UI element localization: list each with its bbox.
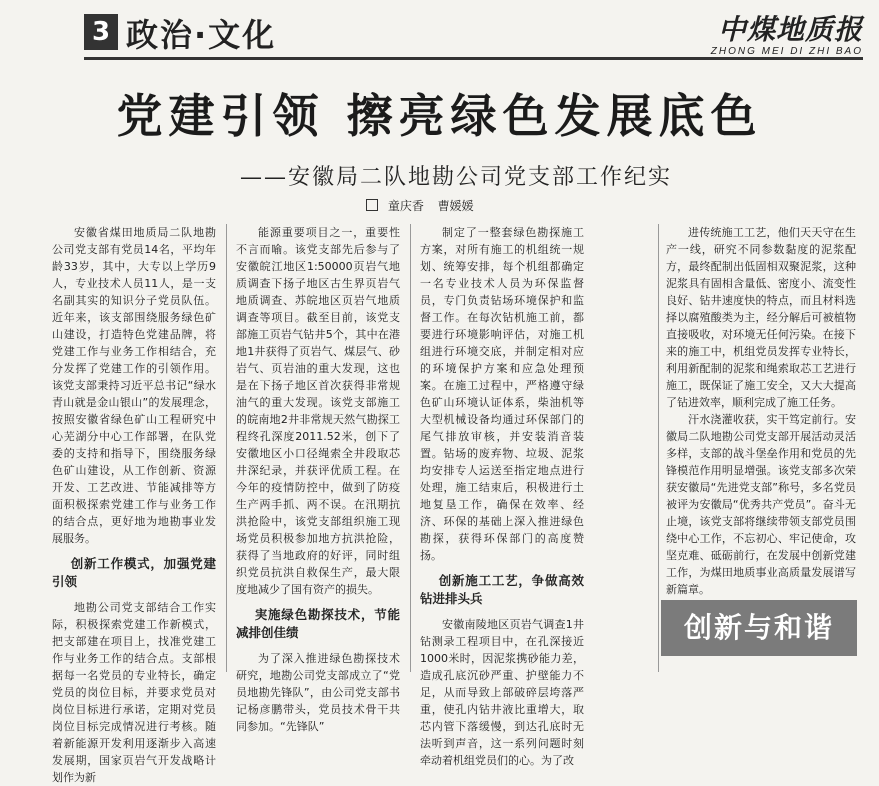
paragraph: 制定了一整套绿色勘探施工方案，对所有施工的机组统一规划、统筹安排，每个机组都确定一名专业技术人员为环保监督员，专门负责钻场环境保护和监督工作。在每次钻机施工前，都要进行环境影响评估，对施工机组进行环境交底，并制定相对应的环境保护方案和应急处理预案。在施工过程中，严格遵守绿色矿山环境认证体系，柴油机等大型机械设备均通过环保部门的尾气排放审核，并安装消音装置。钻场的废弃物、垃圾、泥浆均安排专人运送至指定地点进行处理，施工结束后，积极进行土地复垦工作，确保在效率、经济、环保的基础上深入推进绿色勘探，获得环保部门的高度赞扬。 (420, 226, 584, 562)
article-column-1 (52, 224, 216, 786)
byline-box-icon (366, 199, 378, 211)
column-divider (226, 224, 227, 672)
author-2: 曹媛媛 (437, 199, 474, 213)
author-1: 童庆香 (387, 199, 424, 213)
paragraph: 安徽南陵地区页岩气调查1井钻测录工程项目中，在孔深接近1000米时，因泥浆携砂能力差，造成孔底沉砂严重、护壁能力不足，从而导致上部破碎层垮落严重，使孔内钻井液比重增大，取芯内管下落缓慢，到达孔底时无法听到声音，这一系列问题时刻牵动着机组党员们的心。为了改 (420, 618, 584, 767)
headline: 党建引领 擦亮绿色发展底色 (116, 89, 763, 143)
paragraph: 汗水浇灌收获，实干笃定前行。安徽局二队地勘公司党支部开展活动灵活多样，支部的战斗堡垒作用和党员的先锋模范作用明显增强。该党支部多次荣获安徽局“先进党支部”称号，多名党员被评为安徽局“优秀共产党员”。奋斗无止境，该党支部将继续带领支部党员围绕中心工作，不忘初心、牢记使命，攻坚克难、砥砺前行，在发展中创新党建工作，为煤田地质事业高质量发展谱写新篇章。 (666, 413, 856, 596)
section-title: 政治·文化 (126, 16, 277, 54)
section-heading: 创新工作模式，加强党建引领 (52, 556, 216, 589)
paragraph: 为了深入推进绿色勘探技术研究，地勘公司党支部成立了“党员地勘先锋队”，由公司党支部书记杨彦鹏带头，党员技术骨干共同参加。“先锋队” (236, 652, 400, 733)
article-column-4 (666, 224, 856, 598)
byline (366, 197, 484, 214)
column-divider (658, 224, 659, 672)
section-heading: 実施绿色勘探技术，节能减排创佳绩 (236, 607, 400, 640)
column-banner: 创新与和谐 (661, 600, 857, 656)
masthead-pinyin: ZHONG MEI DI ZHI BAO (710, 46, 863, 57)
paragraph: 地勘公司党支部结合工作实际，积极探索党建工作新模式，把支部建在项目上，找准党建工作与业务工作的结合点。支部根据每一名党员的专业特长，确定党员的岗位目标，并要求党员对岗位目标进行承诺，定期对党员岗位目标完成情况进行考核。随着新能源开发利用逐渐步入高速发展期，国家页岩气开发战略计划作为新 (52, 601, 216, 784)
paragraph: 安徽省煤田地质局二队地勘公司党支部有党员14名，平均年龄33岁，其中，大专以上学历9人，专业技术人员11人，是一支名副其实的知识分子党员队伍。近年来，该支部围绕服务绿色矿山建设，打造特色党建品牌，将党建工作与业务工作相结合，充分发挥了党建工作的引领作用。该党支部秉持习近平总书记“绿水青山就是金山银山”的发展理念，按照安徽省绿色矿山工程研究中心芜湖分中心工作部署，在队党委的支持和指导下，围绕服务绿色矿山建设，从工作创新、资源开发、工艺改进、节能减排等方面积极探索党建工作与业务工作的结合点，更好地为地勘事业发展服务。 (52, 226, 216, 545)
article-column-2 (236, 224, 400, 735)
section-heading: 创新施工工艺，争做高效钻进排头兵 (420, 573, 584, 606)
page-number: 3 (84, 14, 118, 50)
article-column-3 (420, 224, 584, 769)
subtitle: ——安徽局二队地勘公司党支部工作纪实 (240, 165, 673, 190)
paragraph: 能源重要项目之一，重要性不言而喻。该党支部先后参与了安徽皖江地区1:50000页岩气地质调查下扬子地区古生界页岩气地质调查、苏皖地区页岩气地质调查等项目。截至目前，该党支部施工页岩气钻井5个，其中在港地1井获得了页岩气、煤层气、砂岩气、页岩油的重大发现，这也是在下扬子地区首次获得非常规油气的重大发现。该党支部施工的皖南地2井非常规天然气勘探工程终孔深度2011.52米，创下了安徽地区小口径绳索全井段取芯井深纪录，并获评优质工程。在今年的疫情防控中，做到了防疫生产两手抓、两不误。在汛期抗洪抢险中，该党支部组织施工现场党员积极参加地方抗洪抢险，获得了当地政府的好评，同时组织党员抗洪自救保生产，最大限度地减少了国有资产的损失。 (236, 226, 400, 596)
masthead (711, 8, 863, 57)
header-rule (84, 57, 863, 60)
paragraph: 进传统施工工艺，他们天天守在生产一线，研究不同参数黏度的泥浆配方，最终配制出低固相双聚泥浆，这种泥浆具有固相含量低、密度小、流变性良好、钻井速度快的特点，而且材料选择以腐殖酸类为主，经分解后可被植物直接吸收，对环境无任何污染。在接下来的施工中，机组党员发挥专业特长，利用新配制的泥浆和绳索取芯工艺进行施工，既保证了施工安全，又大大提高了钻进效率，顺利完成了施工任务。 (666, 226, 856, 409)
masthead-logo: 中煤地质报 (717, 13, 863, 46)
column-divider (410, 224, 411, 672)
